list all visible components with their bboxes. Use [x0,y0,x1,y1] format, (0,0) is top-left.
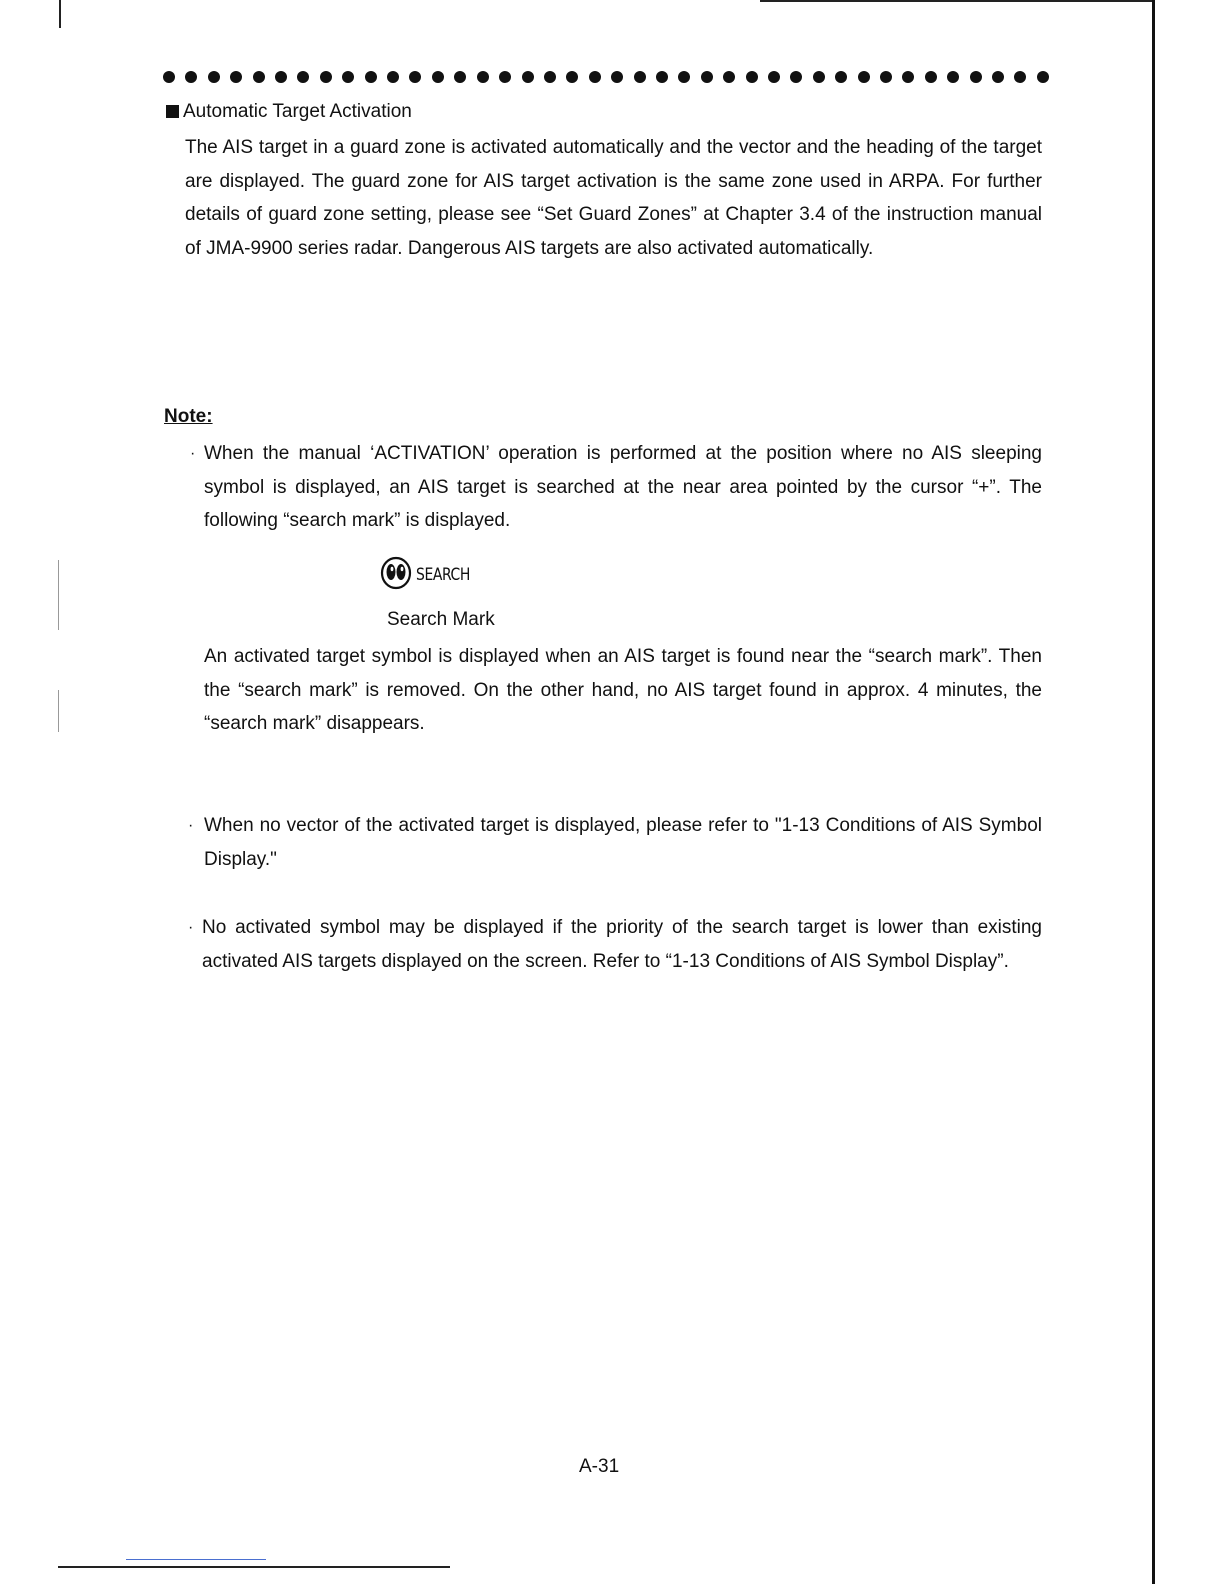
divider-dot [185,71,197,83]
divider-dot [970,71,982,83]
divider-dot [835,71,847,83]
divider-dot [297,71,309,83]
search-mark-icon [380,556,412,595]
divider-dot [768,71,780,83]
divider-dot [656,71,668,83]
divider-dot [880,71,892,83]
divider-dot [230,71,242,83]
bullet-icon: · [188,817,194,834]
divider-dot [858,71,870,83]
bullet-icon: · [188,919,194,936]
note-item-3: No activated symbol may be displayed if the priority of the search target is lower than existing activated AIS targets displayed on the screen. Refer to “1-13 Conditions of AIS Symbol Display”. [202,917,1042,972]
divider-dot [544,71,556,83]
section-title-text: Automatic Target Activation [183,101,412,122]
page-edge-top [760,0,1154,2]
divider-dot [701,71,713,83]
divider-dot [275,71,287,83]
divider-dot [566,71,578,83]
page-edge-bottom-accent [126,1559,266,1560]
divider-dot [365,71,377,83]
section-body: The AIS target in a guard zone is activated automatically and the vector and the heading of the target are displayed. The guard zone for AIS target activation is the same zone used in ARPA. For further details of guard zone setting, please see “Set Guard Zones” at Chapter 3.4 of the instruction manual of JMA-9900 series radar. Dangerous AIS targets are also activated automatically. [185,137,1042,259]
divider-dot [902,71,914,83]
square-bullet-icon [166,105,179,118]
note-item-2: When no vector of the activated target is displayed, please refer to "1-13 Conditions of AIS Symbol Display." [204,815,1042,870]
divider-dot [432,71,444,83]
divider-dot [477,71,489,83]
divider-dot [813,71,825,83]
page-edge-right [1152,0,1155,1584]
divider-dot [634,71,646,83]
page-number: A-31 [579,1456,620,1477]
divider-dot [925,71,937,83]
divider-dot [409,71,421,83]
divider-dot [723,71,735,83]
divider-dot [387,71,399,83]
page-edge-bottom [58,1566,450,1568]
dotted-divider [163,66,1049,88]
bullet-icon: · [190,445,196,462]
note-item-1: When the manual ‘ACTIVATION’ operation is performed at the position where no AIS sleeping symbol is displayed, an AIS target is searched at the near area pointed by the cursor “+”. The following “search mark” is displayed. [204,443,1042,531]
divider-dot [522,71,534,83]
search-explanation: An activated target symbol is displayed when an AIS target is found near the “search mark”. Then the “search mark” is removed. On the other hand, no AIS target found in approx. 4 minutes, the “search mark” disappears. [204,646,1042,734]
search-mark-caption: Search Mark [387,609,495,630]
divider-dot [947,71,959,83]
scan-mark-left [58,560,59,630]
divider-dot [499,71,511,83]
divider-dot [678,71,690,83]
divider-dot [163,71,175,83]
search-mark [380,558,482,592]
divider-dot [746,71,758,83]
divider-dot [208,71,220,83]
divider-dot [320,71,332,83]
section-title [166,100,412,124]
note-label: Note: [164,406,213,427]
divider-dot [454,71,466,83]
divider-dot [1014,71,1026,83]
divider-dot [611,71,623,83]
divider-dot [589,71,601,83]
page-edge-left [59,0,61,28]
divider-dot [1037,71,1049,83]
divider-dot [253,71,265,83]
divider-dot [342,71,354,83]
divider-dot [992,71,1004,83]
divider-dot [790,71,802,83]
scan-mark-left-2 [58,690,59,732]
search-mark-label: SEARCH [416,565,470,585]
